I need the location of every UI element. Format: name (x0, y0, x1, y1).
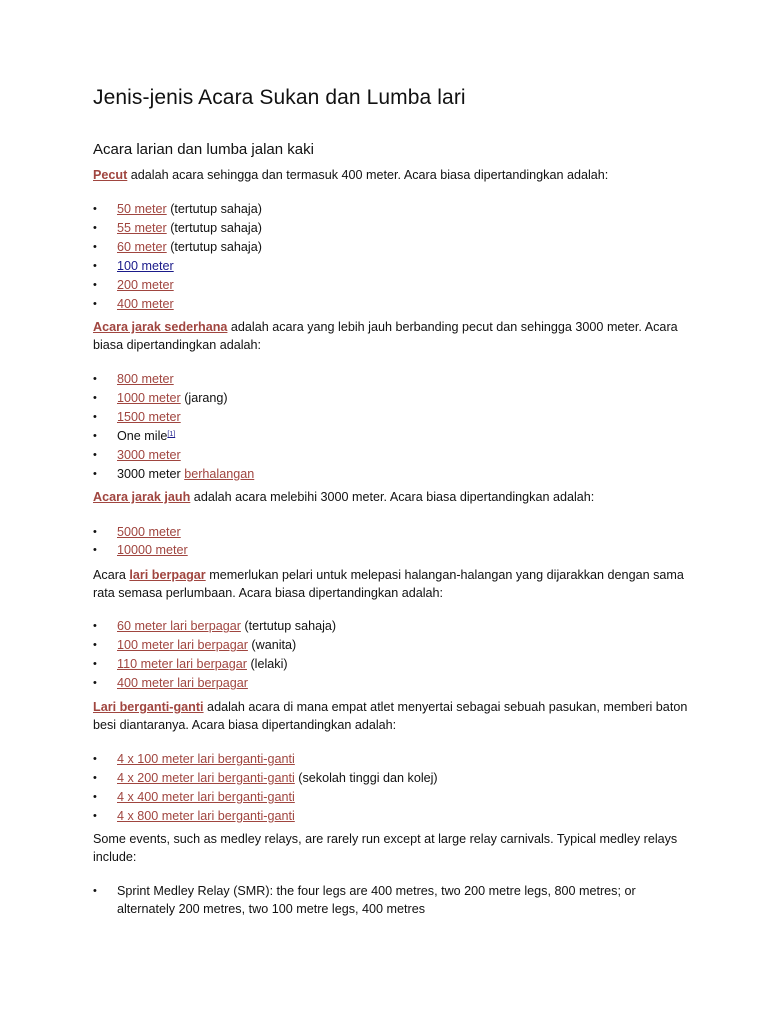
list-link[interactable]: 55 meter (117, 221, 167, 235)
list-item: • 60 meter lari berpagar (tertutup sahaja) (93, 619, 337, 633)
list-link[interactable]: 100 meter (117, 259, 174, 273)
pecut-paragraph: Pecut adalah acara sehingga dan termasuk 400 meter. Acara biasa dipertandingkan adalah: (93, 168, 609, 182)
list-link[interactable]: 800 meter (117, 372, 174, 386)
sederhana-link[interactable]: Acara jarak sederhana (93, 320, 228, 334)
list-item: • 4 x 400 meter lari berganti-ganti (93, 790, 295, 804)
list-link[interactable]: 4 x 200 meter lari berganti-ganti (117, 771, 295, 785)
list-link[interactable]: 60 meter lari berpagar (117, 619, 241, 633)
list-link[interactable]: 400 meter (117, 297, 174, 311)
list-item: • 55 meter (tertutup sahaja) (93, 221, 262, 235)
list-item: • One mile[1] (93, 429, 176, 443)
list-link[interactable]: 5000 meter (117, 525, 181, 539)
list-link[interactable]: 4 x 100 meter lari berganti-ganti (117, 752, 295, 766)
ganti-link[interactable]: Lari berganti-ganti (93, 700, 204, 714)
section-heading: Acara larian dan lumba jalan kaki (93, 141, 314, 158)
list-item: • 4 x 800 meter lari berganti-ganti (93, 809, 295, 823)
list-item: • 800 meter (93, 372, 174, 386)
list-link[interactable]: berhalangan (184, 467, 255, 481)
list-item: • 3000 meter (93, 448, 181, 462)
footnote-ref[interactable]: [1] (167, 431, 176, 438)
list-item: • 3000 meter berhalangan (93, 467, 255, 481)
list-link[interactable]: 100 meter lari berpagar (117, 638, 248, 652)
jauh-paragraph: Acara jarak jauh adalah acara melebihi 3000 meter. Acara biasa dipertandingkan adalah: (93, 490, 595, 504)
list-item: • 10000 meter (93, 543, 188, 557)
list-link[interactable]: 110 meter lari berpagar (117, 657, 247, 671)
list-link[interactable]: 200 meter (117, 278, 174, 292)
list-link[interactable]: 1000 meter (117, 391, 181, 405)
list-item: • 100 meter lari berpagar (wanita) (93, 638, 297, 652)
list-item: • 1500 meter (93, 410, 181, 424)
ganti-paragraph: Lari berganti-ganti adalah acara di mana empat atlet menyertai sebagai sebuah pasukan, memberi baton besi diantaranya. Acara biasa dipertandingkan adalah: (93, 700, 688, 732)
list-item: • 5000 meter (93, 525, 181, 539)
list-link[interactable]: 1500 meter (117, 410, 181, 424)
list-link[interactable]: 3000 meter (117, 448, 181, 462)
list-item: • 4 x 100 meter lari berganti-ganti (93, 752, 295, 766)
list-item: • 200 meter (93, 278, 174, 292)
list-item: • 400 meter lari berpagar (93, 676, 248, 690)
jauh-link[interactable]: Acara jarak jauh (93, 490, 191, 504)
pecut-link[interactable]: Pecut (93, 168, 128, 182)
page-title: Jenis-jenis Acara Sukan dan Lumba lari (93, 86, 466, 109)
list-link[interactable]: 400 meter lari berpagar (117, 676, 248, 690)
list-item: • 50 meter (tertutup sahaja) (93, 202, 262, 216)
list-link[interactable]: 4 x 800 meter lari berganti-ganti (117, 809, 295, 823)
list-item: • Sprint Medley Relay (SMR): the four legs are 400 metres, two 200 metre legs, 800 metres; or alternately 200 metres, two 100 metre legs, 400 metres (93, 884, 636, 916)
medley-paragraph: Some events, such as medley relays, are rarely run except at large relay carnivals. Typical medley relays include: (93, 832, 678, 864)
sederhana-paragraph: Acara jarak sederhana adalah acara yang lebih jauh berbanding pecut dan sehingga 3000 meter. Acara biasa dipertandingkan adalah: (93, 320, 678, 352)
list-item: • 1000 meter (jarang) (93, 391, 228, 405)
berpagar-link[interactable]: lari berpagar (129, 568, 206, 582)
list-link[interactable]: 10000 meter (117, 543, 188, 557)
list-link[interactable]: 60 meter (117, 240, 167, 254)
list-link[interactable]: 4 x 400 meter lari berganti-ganti (117, 790, 295, 804)
list-item: • 110 meter lari berpagar (lelaki) (93, 657, 288, 671)
list-item: • 60 meter (tertutup sahaja) (93, 240, 262, 254)
list-link[interactable]: 50 meter (117, 202, 167, 216)
list-item: • 100 meter (93, 259, 174, 273)
list-item: • 400 meter (93, 297, 174, 311)
list-item: • 4 x 200 meter lari berganti-ganti (sekolah tinggi dan kolej) (93, 771, 438, 785)
berpagar-paragraph: Acara lari berpagar memerlukan pelari untuk melepasi halangan-halangan yang dijarakkan dengan sama rata semasa perlumbaan. Acara biasa dipertandingkan adalah: (93, 568, 684, 600)
